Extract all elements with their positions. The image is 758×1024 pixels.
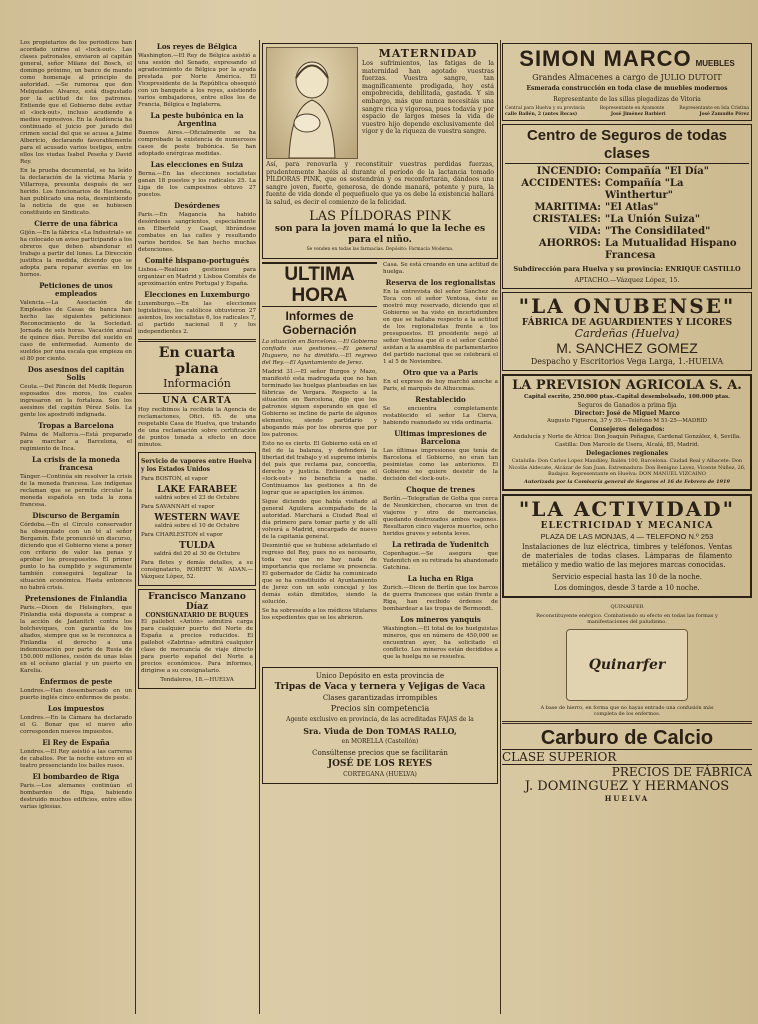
article-text: Lisboa.—Realizan gestiones para organizar en Madrid y Lisboa Comités de aproximación entre Portugal y España.: [138, 267, 256, 287]
headline: Restablecido: [415, 394, 466, 404]
ad-text: Consúltense precios que se facilitarán: [312, 748, 448, 757]
headline: Ultimas impresiones de Barcelona: [394, 428, 487, 446]
column-rule: [500, 40, 501, 1014]
insurance-company: Compañía "La Winthertur": [605, 178, 684, 201]
headline: Discurso de Bergamín: [32, 511, 120, 520]
insurance-type: VIDA:: [568, 226, 601, 237]
article-text: Desmintió que se hubiese adelantado el regreso del Rey, pues no es necesario, toda vez que no hay nada de importancia que reclame su presencia. El gobernador de Cádiz ha comunicado que se ha constituido el Ayuntamiento de Jerez con un solo concejal y los demás están dimitidos, siendo la solución.: [262, 542, 377, 605]
ad-title: QUINARFER: [610, 603, 644, 610]
headline: Dos asesinos del capitán Solis: [27, 365, 125, 382]
tripas-ad: [262, 667, 498, 784]
article-text: Se encuentra completamente restablecido el señor La Cierva, habiendo reanudado su vida ordinaria.: [383, 405, 498, 426]
ad-title: Tripas de Vaca y ternera y Vejigas de Vaca: [274, 681, 486, 692]
ad-text: Representante de las sillas plegadizas de Vitoria: [553, 96, 701, 103]
column-2: [138, 40, 256, 1024]
ad-title: "LA ONUBENSE": [518, 294, 736, 318]
article-text: Valencia.—La Asociación de Empleados de Casas de banca han hecho las siguientes peticiones: Reconocimiento de la Sociedad. Jornada de seis horas. Vacación anual de quince días. Percibo del sueldo en caso de enfermedad. Aumento de sueldos por una escala que empieza en el 80 por ciento.: [20, 300, 132, 362]
headline: Reserva de los regionalistas: [385, 277, 496, 287]
ad-text: Capital escrito, 250.000 ptas.-Capital desembolsado, 100.000 ptas.: [523, 394, 731, 400]
prevision-ad: [502, 374, 752, 491]
ad-address: CORTEGANA (HUELVA): [343, 770, 417, 778]
ad-text: Cataluña: Don Carlos Lopez Mandiley, Bailén 100, Barcelona. Ciudad Real y Albacete: Don Nicolás Aldecate, Alcázar de San Juan. Extremadura: Don Benigno Lavez, Vicente Núñez, 26, Badajoz. Representante en Huelva: DON MANUEL VIZCAINO: [508, 458, 746, 477]
ad-text: Reconstituyente enérgico. Combatiendo su efecto en todas las formas y manifestaciones del paludismo.: [536, 612, 718, 625]
ad-title: Carburo de Calcio: [540, 726, 714, 749]
insurance-company: "La Unión Suiza": [605, 214, 701, 225]
article-text: Palma de Mallorca.—Está preparado para marchar a Barcelona, el regimiento de Inca.: [20, 432, 132, 452]
divider: [502, 721, 752, 724]
insurance-type: MARITIMA:: [534, 202, 601, 213]
article-text: Copenhague.—Se asegura que Yudenitch en su retirada ha abandonado Gatchina.: [383, 550, 498, 571]
ad-text: El pailebot «Antón» admitirá carga para cualquier puerto del Norte de España a precios reducidos. El pailebot «Zabrina» admitirá cualquier clase de mercancía de viaje directo para puerto español del Norte a precios económicos. Para informes, dirigirse a su consignatario.: [141, 619, 253, 674]
divider: [138, 339, 256, 342]
headline: La lucha en Riga: [407, 573, 474, 583]
ultima-hora-title: ULTIMA HORA: [262, 262, 377, 307]
ad-title-suffix: MUEBLES: [695, 59, 735, 68]
ad-address: PLAZA DE LAS MONJAS, 4 — TELEFONO N.º 253: [540, 531, 714, 541]
cuarta-plana-title: En cuarta plana: [158, 345, 236, 377]
shipping-contact: Para fletes y demás detalles, a su consignatario, ROBERT W. ADAN.—Vázquez López, 52.: [141, 560, 253, 580]
ad-text: Autorizada por la Comisaría general de Seguros el 16 de Febrero de 1919: [523, 478, 731, 485]
ad-text: Los domingos, desde 3 tarde a 10 noche.: [554, 583, 700, 592]
ad-title: LA PREVISION AGRICOLA S. A.: [512, 378, 742, 393]
shipping-route: Para BOSTON, el vapor: [141, 476, 208, 482]
insurance-company: "The Considilated": [605, 226, 711, 237]
headline: Los impuestos: [47, 704, 105, 713]
article-text: Tánger.—Continúa sin resolver la crisis de la moneda francesa. Los indígenas reclaman que se permita circular la moneda española en toda la zona francesa.: [20, 474, 132, 508]
ad-text: Representante en Isla Cristina: [679, 106, 749, 111]
headline: La peste bubónica en la Argentina: [150, 111, 244, 128]
ultima-hora-section: [262, 262, 377, 663]
ad-text: calle Bailén, 2 (antes Bocas): [505, 112, 578, 117]
ad-name: JOSÉ DE LOS REYES: [327, 758, 433, 769]
ad-title: "LA ACTIVIDAD": [518, 496, 736, 521]
insurance-type: CRISTALES:: [532, 214, 601, 225]
headline: Tropas a Barcelona: [38, 421, 114, 430]
shipping-route: Para CHARLESTON el vapor: [141, 532, 223, 538]
carburo-ad: [502, 721, 752, 803]
ad-text: Director: José de Miguel Marco: [574, 410, 680, 417]
ad-text: Así, para renovarla y reconstituir vuestras perdidas fuerzas, prudentemente hacéis al durante el período de la lactancia tomado PÍLDORAS PINK, que os sostendrán y os reconfortarán, dándoos una sangre joven, fuerte, generosa, de donde manará, potente y pura, la fuente de vida donde el pequeñuelo que ya os debe la existencia hallará la salud, es decir el comienzo de la felicidad.: [266, 161, 494, 206]
article-text: Washington.—El total de los huelguistas mineros, que en número de 450,000 se encuentran ayer, ha solicitado el conflicto. Los mineros están decididos a que la huelga no se resuelva.: [383, 625, 498, 660]
article-text: Se ha sobreseído a los médicos titulares los expedientes que se les abrieron.: [262, 607, 377, 621]
article-text: Buenos Aires.—Oficialmente se ha comprobado la existencia de numerosos casos de peste bubónica. Se han adoptado enérgicas medidas.: [138, 130, 256, 157]
headline: La crisis de la moneda francesa: [32, 455, 120, 472]
ad-title: MATERNIDAD: [378, 47, 478, 60]
headline: El bombardeo de Riga: [32, 772, 120, 781]
article-text: Zurich.—Dicen de Berlín que los barcos de guerra franceses que están frente a Riga, han recibido órdenes de bombardear a las tropas de Bermondt.: [383, 584, 498, 612]
article-text: Paris.—En Magancia ha habido desórdenes sangrientos, especialmente en Elberfeld y Caagl, librándose combates en las calles y resultando varios heridos. Se han hecho muchas detenciones.: [138, 212, 256, 253]
ad-title: Francisco Manzano Díaz: [148, 592, 246, 612]
headline: UNA CARTA: [162, 396, 232, 406]
ad-name: J. DOMINGUEZ Y HERMANOS: [524, 778, 730, 794]
article-text: Londres.—Han desembarcado en un puerto inglés cinco enfermos de peste.: [20, 688, 132, 701]
article-text: Esto no es cierto. El Gobierno está en el fiel de la balanza, y defenderá la libertad del trabajo y el supremo interés del país que reclama paz, concordia, derecho y justicia. Entiende que el «lock-out» no beneficia a nadie. Continuamos las gestiones a fin de lograr que se apacigüen los ánimos.: [262, 440, 377, 496]
headline: Desórdenes: [174, 201, 220, 210]
news-section: [383, 262, 498, 663]
ship-date: saldrá sobre el 23 de Octubre: [154, 495, 240, 501]
ad-address: APTACHO.—Vázquez López, 15.: [574, 276, 680, 284]
onubense-ad: [502, 292, 752, 371]
article-text: Londres.—El Rey asistió a las carreras de caballos. Por la noche estuvo en el teatro presenciando los bailes rusos.: [20, 749, 132, 769]
article-text: En la entrevista del señor Sánchez de Toca con el señor Ventosa, éste se mostró muy reservado, diciendo que el Gobierno se ha visto en incertidumbre en que se hallaba respecto a la actitud de los regionalistas frente a los presupuestos. El presidente negó al señor Ventosa que él o el señor Cambó asistan a la asamblea de parlamentarios del partido nacional que se celebrará el 1 al 5 de Noviembre.: [383, 288, 498, 365]
ad-text: Servicio especial hasta las 10 de la noche.: [551, 572, 703, 581]
ad-text: Representante en Ayamonte: [599, 106, 665, 111]
headline: El Rey de España: [42, 738, 110, 747]
ad-text: PRECIOS DE FÁBRICA: [611, 764, 752, 779]
ad-text: en MORELLA (Castellón): [341, 737, 419, 745]
ad-text: Delegaciones regionales: [586, 450, 668, 457]
ship-date: saldrá del 20 al 30 de Octubre: [153, 551, 241, 557]
ad-title: SIMON MARCO: [519, 46, 692, 71]
ad-headline: LAS PÍLDORAS PINK: [309, 208, 451, 224]
ad-slogan: son para la joven mamá lo que la leche es para el niño.: [274, 223, 486, 245]
column-4: [502, 40, 752, 1024]
insurance-company: La Mutualidad Hispano Francesa: [605, 238, 737, 261]
divider: [138, 393, 256, 394]
shipping-route: Para SAVANNAH el vapor: [141, 504, 215, 510]
column-rule: [135, 40, 136, 1014]
insurance-type: INCENDIO:: [536, 166, 601, 177]
article-text: Londres.—En la Cámara ha declarado el G. Bonar que el nuevo año corresponden nuevos impuestos.: [20, 715, 132, 735]
article-text: Casa. Se está creando en una actitud de huelga.: [383, 261, 498, 275]
ad-address: Tendaleros, 18.—HUELVA: [160, 677, 234, 683]
pink-pills-ad: [262, 43, 498, 259]
ad-title: Centro de Seguros de todas clases: [505, 127, 749, 164]
headline: Pretensiones de Finlandia: [24, 594, 128, 603]
ad-text: Agente exclusivo en provincia, de las acreditadas FAJAS de la: [286, 715, 474, 723]
headline: Comité hispano-portugués: [144, 256, 250, 265]
insurance-company: Compañía "El Día": [605, 166, 709, 177]
ad-text: Central para Huelva y su provincia: [505, 106, 585, 111]
article-text: Gijón.—En la fábrica «La Industrial» se ha colocado un aviso participando a los obreros que deben abandonar el trabajo a partir del lunes. La Dirección justifica la medida, diciendo que se adopta para reparar averías en los hornos.: [20, 230, 132, 278]
ad-name: M. SANCHEZ GOMEZ: [556, 340, 698, 356]
ad-text: A base de hierro, en forma que no hayas entrado una confusión más completa de los enfermos.: [540, 704, 714, 717]
ad-subtitle: FÁBRICA DE AGUARDIENTES Y LICORES: [521, 318, 733, 328]
simon-marco-ad: [502, 43, 752, 121]
article-text: Luxemburgo.—En las elecciones legislativas, los católicos obtuvieron 27 asientos, los socialistas 6, los radicales 7, el partido nacional 8 y los independientes 2.: [138, 301, 256, 335]
ship-date: saldrá sobre el 10 de Octubre: [154, 523, 240, 529]
article-text: Berna.—En las elecciones socialistas ganan 18 puestos y los radicales 25. La Liga de los campesinos obtuvo 27 puestos.: [138, 171, 256, 198]
article-text: Ceuta.—Del Rincón del Medik llegaron esposados dos moros, los cuales ingresaron en la fortaleza. Son los asesinos del capitán Pérez Solís. La gente los apostrofó indignada.: [20, 384, 132, 418]
column-1: [20, 40, 132, 1024]
ship-name: TULDA: [179, 541, 215, 551]
seguros-ad: [502, 124, 752, 289]
article-text: Las últimas impresiones que tenía de Barcelona el Gobierno, no eran tan pesimistas como las anteriores. El Gobierno no quiere desistir de la decisión del «lock-out».: [383, 447, 498, 482]
ship-name: LAKE FARABEE: [157, 485, 237, 495]
ad-text: Augusto Figueroa, 37 y 39.—Teléfono M 51-25—MADRID: [546, 418, 708, 424]
headline: Enfermos de peste: [39, 677, 113, 686]
headline: La retirada de Yudenitch: [392, 539, 489, 549]
article-text: Córdoba.—En el Círculo conservador ha obsequiado con un té al señor Bergamín. Éste pronunció un discurso, diciendo que el Gobierno viene a poner con criterio de valor las penas y aprobar los presupuestos. El primer punto lo ha cumplido y seguramente también conseguirá legalizar la situación económica. Hasta entonces no habrá crisis.: [20, 522, 132, 591]
headline: Las elecciones en Suiza: [150, 160, 244, 169]
article-text: En la prueba documental, se ha leído la declaración de la víctima María y Villarroya, presunta después de ser herido. Los funcionarios de Hacienda, han publicado una nota, desmintiendo la noticia de que se hubiesen constituido en Sindicato.: [20, 168, 132, 216]
ad-footnote: Se venden en todas las farmacias. Depósito: Farmacia Moderna.: [306, 246, 454, 252]
headline: Elecciones en Luxemburgo: [144, 290, 250, 299]
ad-subtitle: CONSIGNATARIO DE BUQUES: [145, 612, 249, 619]
ad-address: Despacho y Escritorios Vega Larga, 1.-HUELVA: [530, 357, 724, 366]
headline: Choque de trenes: [406, 484, 475, 494]
insurance-type: AHORROS:: [538, 238, 601, 249]
ad-text: Clases garantizadas irrompibles: [322, 693, 438, 702]
ad-subtitle: Grandes Almacenes a cargo de JULIO DUTOIT: [532, 73, 722, 82]
ad-text: Precios sin competencia: [330, 703, 430, 713]
ad-text: Andalucía y Norte de África: Don Joaquín Peñague, Cardenal González, 4, Sevilla.: [513, 434, 741, 440]
shipping-ad: [138, 452, 256, 586]
column-rule: [259, 40, 260, 1014]
shipping-ad-title: Servicio de vapores entre Huelva y los Estados Unidos: [141, 458, 252, 473]
article-text: Washington.—El Rey de Bélgica asistió a una sesión del Senado, expresando el agradecimiento de Bélgica por la ayuda prestada por Norte América. El Vicepresidente de la República obsequió con un banquete a los reyes, asistiendo varios embajadores, entre ellos los de Francia, Bélgica e Inglaterra.: [138, 53, 256, 108]
column-3: [262, 40, 498, 1024]
headline: Cierre de una fábrica: [34, 219, 118, 228]
article-text: Madrid 31.—El señor Burgos y Mazo, manifestó esta madrugada que no han terminado las huelgas planteadas en las fábricas de Vergara. Respecto a la situación en Barcelona, dijo que los patronos siguen esperando en que el Gobierno se incline de parte de algunos elementos, siendo partidario y abogando más por los obreros que por los patronos.: [262, 368, 377, 438]
article-text: Hoy recibimos la recibida la Agencia de reclamaciones, Ofici. 65. de una respetable Casa de Huelva, que tratando de una reclamación sobre certificación de puntos tonada a efecto en doce minutos.: [138, 407, 256, 448]
headline: Otro que va a Paris: [403, 367, 478, 377]
article-text: Paris.—Dicen de Helsingfors, que Finlandia está dispuesta a comprar a la acción de Jadanitch contra los bolcheviques, con garantía de los aliados, siempre que se le reconozca a Finlandia el derecho a una indemnización por parte de Rusia de 150.000 millones, cesión de unas islas en el océano glacial y un puerto en Karelia.: [20, 605, 132, 674]
ad-text: Seguros de Ganados a prima fija: [577, 402, 677, 409]
mother-illustration: [266, 47, 358, 159]
headline: Los reyes de Bélgica: [156, 42, 238, 51]
ship-name: WESTERN WAVE: [154, 513, 240, 523]
ad-text: Subdirección para Huelva y su provincia: ENRIQUE CASTILLO: [513, 265, 741, 273]
ad-text: Sra. Viuda de Don TOMAS RALLO,: [303, 725, 457, 736]
quinarfer-ad: [502, 602, 752, 717]
article-text: Paris.—Los alemanes continúan el bombardeo de Riga, habiendo destruido muchos edificios, entre ellos varias iglesias.: [20, 783, 132, 810]
ad-subtitle: ELECTRICIDAD Y MECANICA: [540, 520, 714, 531]
ultima-hora-subtitle: Informes de Gobernación: [282, 308, 357, 337]
ad-text: Instalaciones de luz eléctrica, timbres y teléfonos. Ventas de materiales de todas clases. Lámparas de filamento metálico y medio watio de las mejores marcas conocidas.: [522, 542, 732, 569]
article-text: Sigue diciendo que había visitado al general Aguilera acompañado de la autoridad. Marchará a Ciudad Real el día primero para tomar parte y de allí volverá a Madrid, encargado de nuevo de la capitanía general.: [262, 498, 377, 540]
ad-text: Unico Depósito en esta provincia de: [315, 671, 445, 680]
ad-text: Castilla: Don Marcelo de Usera, Alcalá, 85, Madrid.: [554, 442, 700, 448]
ad-address: HUELVA: [604, 793, 650, 803]
cuarta-plana-subtitle: Información: [163, 377, 231, 390]
ad-text: José Jiménez Barbieri: [610, 112, 666, 117]
insurance-company: "El Atlas": [605, 202, 659, 213]
ad-text: Consejeros delegados:: [589, 426, 665, 433]
ad-subtitle: CLASE SUPERIOR: [502, 749, 752, 765]
article-text: Berlín.—Telegrafían de Gotha que cerca de Neunkirchen, chocaron un tren de viajeros y otro de mercancías, quedando destrozados ambos vagones. Resultaron cinco viajeros muertos, ocho heridos graves y setenta leves.: [383, 495, 498, 537]
actividad-ad: [502, 494, 752, 598]
ad-text: Los sufrimientos, las fatigas de la maternidad han agotado vuestras fuerzas. Vuestra sangre, tan magníficamente prodigada, hoy está empobrecida, debilitada, gastada. Y sin embargo, más que nunca necesitáis una sangre rica y vigorosa, pues todavía y por espacio de largos meses la vida de vuestro hijo depende exclusivamente del vigor y de la riqueza de vuestra sangre.: [362, 60, 494, 136]
insurance-type: ACCIDENTES:: [521, 178, 601, 189]
ad-place: Cardeñas (Huelva): [574, 327, 680, 340]
article-summary: La situación en Barcelona.—El Gobierno confiado sus gestiones.—El general Huguero, no ha dimitido.—El regreso del Rey.—El Ayuntamiento de Jerez.: [262, 338, 377, 366]
quinarfer-seal: [566, 629, 688, 701]
ad-text: José Zamudio Pérez: [699, 112, 749, 117]
headline: Los mineros yanquis: [400, 614, 481, 624]
ad-brand: Quinarfer: [588, 656, 666, 673]
article-text: En el expreso de hoy marchó anoche a Paris, el marqués de Alhucemas.: [383, 378, 498, 392]
ad-text: Esmerada construcción en toda clase de muebles modernos: [526, 85, 728, 92]
headline: Peticiones de unos empleados: [39, 281, 113, 298]
article-text: Los propietarios de los periódicos han acordado unirse al «lock-out». Las clases patronales, enviaron al capitán general, señor Milans del Bosch, el domingo próximo, un banco de mando como homenaje al principio de autoridad. —Se rumorea que don Melquiades Alvarez, está disgustado por la actitud de los patronos. Entiende que el Gobierno debe evitar el «lock-out», incluso acudiendo a medios represivos. En la Audiencia ha continuado el juicio por jurado del crimen social del que se acusa a Jaime Albericio, declarando favorablemente para el acusado varios testigos, entre ellos los viudas Isabel Peseña y David Rey.: [20, 40, 132, 165]
manzano-ad: [138, 589, 256, 689]
